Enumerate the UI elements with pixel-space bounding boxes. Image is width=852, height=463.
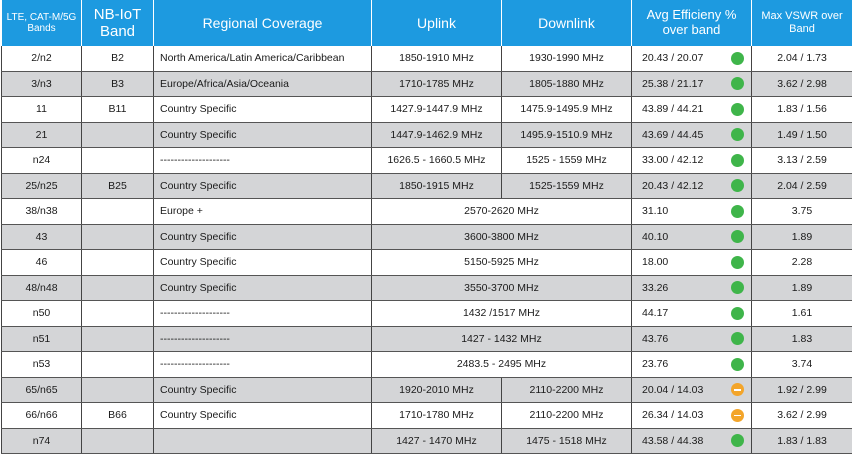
downlink-cell: 1930-1990 MHz [502, 46, 632, 71]
max-vswr-cell: 3.62 / 2.99 [752, 403, 852, 429]
header-region: Regional Coverage [154, 0, 372, 46]
efficiency-cell: 43.76 [632, 326, 725, 352]
nbiot-band-cell [82, 352, 154, 378]
band-cell: 21 [2, 122, 82, 148]
regional-coverage-cell: Country Specific [154, 224, 372, 250]
max-vswr-cell: 2.28 [752, 250, 852, 276]
status-ok-icon [731, 332, 744, 345]
max-vswr-cell: 3.62 / 2.98 [752, 71, 852, 97]
regional-coverage-cell: Country Specific [154, 250, 372, 276]
efficiency-cell: 44.17 [632, 301, 725, 327]
regional-coverage-cell: North America/Latin America/Caribbean [154, 46, 372, 71]
efficiency-cell: 33.26 [632, 275, 725, 301]
uplink-cell: 1427.9-1447.9 MHz [372, 97, 502, 123]
efficiency-cell: 18.00 [632, 250, 725, 276]
regional-coverage-cell: Country Specific [154, 173, 372, 199]
band-cell: 3/n3 [2, 71, 82, 97]
regional-coverage-cell [154, 428, 372, 454]
efficiency-status-cell [725, 428, 752, 454]
band-cell: 38/n38 [2, 199, 82, 225]
efficiency-status-cell [725, 173, 752, 199]
table-row [2, 46, 852, 71]
table-row [2, 71, 852, 97]
max-vswr-cell: 3.74 [752, 352, 852, 378]
band-cell: 66/n66 [2, 403, 82, 429]
table-row [2, 148, 852, 174]
table-row [2, 199, 852, 225]
nbiot-band-cell [82, 275, 154, 301]
table-row [2, 403, 852, 429]
max-vswr-cell: 1.83 / 1.83 [752, 428, 852, 454]
frequency-range-cell: 5150-5925 MHz [372, 250, 632, 276]
header-efficiency: Avg Efficieny % over band [632, 0, 752, 46]
frequency-range-cell: 1432 /1517 MHz [372, 301, 632, 327]
band-cell: 11 [2, 97, 82, 123]
band-cell: n74 [2, 428, 82, 454]
max-vswr-cell: 2.04 / 2.59 [752, 173, 852, 199]
status-ok-icon [731, 154, 744, 167]
table-row [2, 97, 852, 123]
status-ok-icon [731, 281, 744, 294]
nbiot-band-cell [82, 122, 154, 148]
band-cell: n50 [2, 301, 82, 327]
downlink-cell: 1805-1880 MHz [502, 71, 632, 97]
uplink-cell: 1710-1785 MHz [372, 71, 502, 97]
regional-coverage-cell: -------------------- [154, 301, 372, 327]
status-warning-icon [731, 383, 744, 396]
status-ok-icon [731, 179, 744, 192]
efficiency-status-cell [725, 97, 752, 123]
efficiency-cell: 20.43 / 42.12 [632, 173, 725, 199]
uplink-cell: 1850-1910 MHz [372, 46, 502, 71]
band-cell: 25/n25 [2, 173, 82, 199]
nbiot-band-cell [82, 428, 154, 454]
downlink-cell: 1475 - 1518 MHz [502, 428, 632, 454]
table-header-row [2, 0, 852, 46]
header-nbiot: NB-IoT Band [82, 0, 154, 46]
status-ok-icon [731, 77, 744, 90]
band-cell: 2/n2 [2, 46, 82, 71]
downlink-cell: 2110-2200 MHz [502, 403, 632, 429]
efficiency-status-cell [725, 403, 752, 429]
regional-coverage-cell: -------------------- [154, 352, 372, 378]
status-warning-icon [731, 409, 744, 422]
table-row [2, 352, 852, 378]
max-vswr-cell: 1.89 [752, 224, 852, 250]
efficiency-cell: 20.04 / 14.03 [632, 377, 725, 403]
header-band: LTE, CAT-M/5G Bands [2, 0, 82, 46]
regional-coverage-cell: -------------------- [154, 326, 372, 352]
frequency-range-cell: 2570-2620 MHz [372, 199, 632, 225]
band-cell: 46 [2, 250, 82, 276]
regional-coverage-cell: Country Specific [154, 275, 372, 301]
table-row [2, 326, 852, 352]
efficiency-status-cell [725, 71, 752, 97]
nbiot-band-cell: B66 [82, 403, 154, 429]
regional-coverage-cell: Europe + [154, 199, 372, 225]
header-vswr: Max VSWR over Band [752, 0, 852, 46]
regional-coverage-cell: Country Specific [154, 122, 372, 148]
table-row [2, 377, 852, 403]
max-vswr-cell: 1.83 / 1.56 [752, 97, 852, 123]
efficiency-status-cell [725, 224, 752, 250]
regional-coverage-cell: Europe/Africa/Asia/Oceania [154, 71, 372, 97]
efficiency-cell: 43.69 / 44.45 [632, 122, 725, 148]
header-downlink: Downlink [502, 0, 632, 46]
efficiency-status-cell [725, 352, 752, 378]
uplink-cell: 1626.5 - 1660.5 MHz [372, 148, 502, 174]
nbiot-band-cell [82, 301, 154, 327]
regional-coverage-cell: Country Specific [154, 403, 372, 429]
max-vswr-cell: 1.92 / 2.99 [752, 377, 852, 403]
uplink-cell: 1447.9-1462.9 MHz [372, 122, 502, 148]
nbiot-band-cell: B11 [82, 97, 154, 123]
status-ok-icon [731, 307, 744, 320]
regional-coverage-cell: Country Specific [154, 97, 372, 123]
frequency-range-cell: 3600-3800 MHz [372, 224, 632, 250]
table-row [2, 122, 852, 148]
regional-coverage-cell: Country Specific [154, 377, 372, 403]
max-vswr-cell: 3.75 [752, 199, 852, 225]
efficiency-cell: 26.34 / 14.03 [632, 403, 725, 429]
status-ok-icon [731, 205, 744, 218]
nbiot-band-cell [82, 377, 154, 403]
nbiot-band-cell [82, 326, 154, 352]
downlink-cell: 1525-1559 MHz [502, 173, 632, 199]
frequency-range-cell: 2483.5 - 2495 MHz [372, 352, 632, 378]
max-vswr-cell: 1.61 [752, 301, 852, 327]
efficiency-status-cell [725, 46, 752, 71]
status-ok-icon [731, 358, 744, 371]
nbiot-band-cell: B3 [82, 71, 154, 97]
efficiency-cell: 40.10 [632, 224, 725, 250]
band-cell: 48/n48 [2, 275, 82, 301]
status-ok-icon [731, 52, 744, 65]
efficiency-status-cell [725, 122, 752, 148]
band-cell: n51 [2, 326, 82, 352]
efficiency-cell: 31.10 [632, 199, 725, 225]
efficiency-status-cell [725, 301, 752, 327]
status-ok-icon [731, 128, 744, 141]
table-row [2, 275, 852, 301]
band-cell: n53 [2, 352, 82, 378]
nbiot-band-cell [82, 224, 154, 250]
efficiency-cell: 43.89 / 44.21 [632, 97, 725, 123]
status-ok-icon [731, 103, 744, 116]
band-cell: n24 [2, 148, 82, 174]
nbiot-band-cell [82, 250, 154, 276]
uplink-cell: 1850-1915 MHz [372, 173, 502, 199]
regional-coverage-cell: -------------------- [154, 148, 372, 174]
efficiency-cell: 43.58 / 44.38 [632, 428, 725, 454]
efficiency-cell: 20.43 / 20.07 [632, 46, 725, 71]
table-row [2, 173, 852, 199]
status-ok-icon [731, 256, 744, 269]
efficiency-status-cell [725, 250, 752, 276]
efficiency-status-cell [725, 199, 752, 225]
max-vswr-cell: 1.83 [752, 326, 852, 352]
nbiot-band-cell: B25 [82, 173, 154, 199]
band-cell: 43 [2, 224, 82, 250]
status-ok-icon [731, 434, 744, 447]
frequency-range-cell: 3550-3700 MHz [372, 275, 632, 301]
downlink-cell: 1475.9-1495.9 MHz [502, 97, 632, 123]
downlink-cell: 1495.9-1510.9 MHz [502, 122, 632, 148]
header-uplink: Uplink [372, 0, 502, 46]
max-vswr-cell: 1.89 [752, 275, 852, 301]
uplink-cell: 1920-2010 MHz [372, 377, 502, 403]
status-ok-icon [731, 230, 744, 243]
uplink-cell: 1710-1780 MHz [372, 403, 502, 429]
efficiency-status-cell [725, 275, 752, 301]
nbiot-band-cell: B2 [82, 46, 154, 71]
efficiency-status-cell [725, 148, 752, 174]
efficiency-cell: 33.00 / 42.12 [632, 148, 725, 174]
table-row [2, 301, 852, 327]
efficiency-cell: 25.38 / 21.17 [632, 71, 725, 97]
max-vswr-cell: 1.49 / 1.50 [752, 122, 852, 148]
efficiency-cell: 23.76 [632, 352, 725, 378]
uplink-cell: 1427 - 1470 MHz [372, 428, 502, 454]
table-row [2, 250, 852, 276]
frequency-range-cell: 1427 - 1432 MHz [372, 326, 632, 352]
band-cell: 65/n65 [2, 377, 82, 403]
table-row [2, 224, 852, 250]
downlink-cell: 1525 - 1559 MHz [502, 148, 632, 174]
table-row [2, 428, 852, 454]
efficiency-status-cell [725, 326, 752, 352]
band-spec-table [1, 0, 852, 454]
max-vswr-cell: 3.13 / 2.59 [752, 148, 852, 174]
efficiency-status-cell [725, 377, 752, 403]
max-vswr-cell: 2.04 / 1.73 [752, 46, 852, 71]
nbiot-band-cell [82, 148, 154, 174]
nbiot-band-cell [82, 199, 154, 225]
downlink-cell: 2110-2200 MHz [502, 377, 632, 403]
